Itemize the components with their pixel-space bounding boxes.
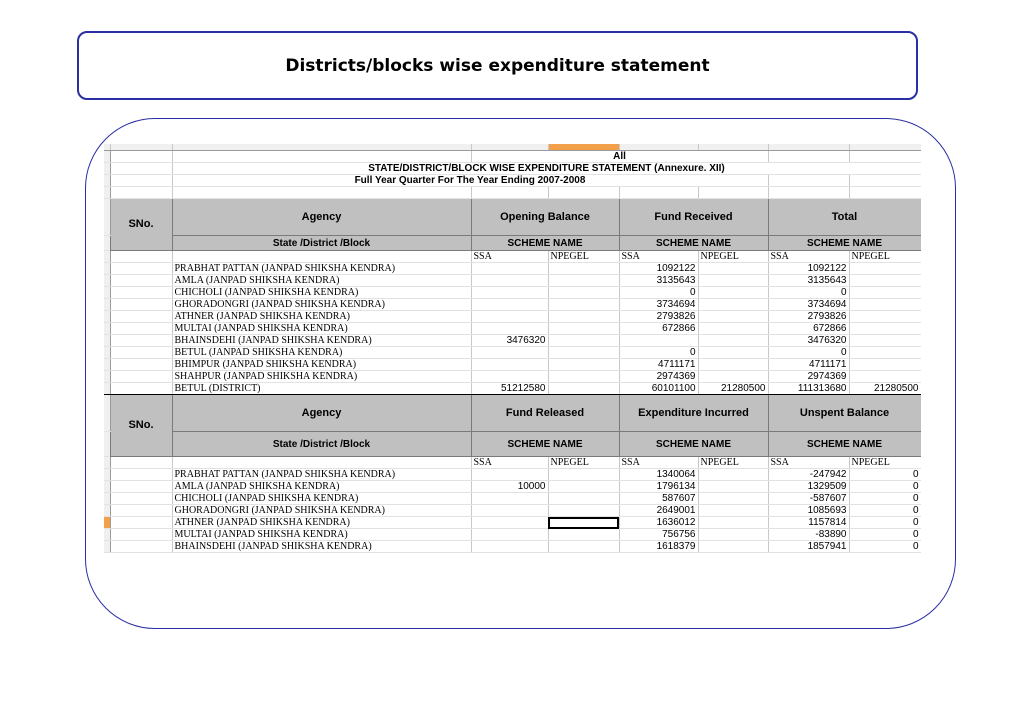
upper-value-cell[interactable] (471, 347, 548, 359)
upper-value-cell[interactable]: 672866 (619, 323, 698, 335)
agency-name-text: AMLA (JANPAD SHIKSHA KENDRA) (174, 481, 340, 492)
expenditure-table (104, 144, 921, 553)
upper-value-cell[interactable] (548, 263, 619, 275)
upper-value-cell[interactable]: 51212580 (471, 383, 548, 395)
row-header[interactable] (104, 432, 110, 457)
lower-subcol-label: NPEGEL (698, 457, 768, 469)
lower-agency-name[interactable] (172, 529, 471, 541)
lower-scheme-header: SCHEME NAME (768, 432, 921, 457)
upper-value-cell[interactable] (619, 335, 698, 347)
slide-title: Districts/blocks wise expenditure statement (285, 55, 710, 76)
lower-value-cell[interactable] (471, 505, 548, 517)
upper-value-cell[interactable]: 672866 (768, 323, 849, 335)
upper-value-cell[interactable] (471, 263, 548, 275)
upper-value-cell[interactable] (548, 323, 619, 335)
agency-name-text: ATHNER (JANPAD SHIKSHA KENDRA) (174, 311, 350, 322)
upper-value-cell[interactable]: 21280500 (698, 383, 768, 395)
agency-name-text: BHAINSDEHI (JANPAD SHIKSHA KENDRA) (174, 541, 372, 552)
upper-value-cell[interactable] (471, 287, 548, 299)
upper-value-cell[interactable]: 4711171 (768, 359, 849, 371)
upper-value-cell[interactable]: 4711171 (619, 359, 698, 371)
upper-value-cell[interactable]: 2974369 (768, 371, 849, 383)
lower-value-cell[interactable]: 0 (849, 505, 921, 517)
upper-value-cell[interactable] (471, 299, 548, 311)
lower-value-cell[interactable] (698, 517, 768, 529)
upper-agency-name[interactable] (172, 323, 471, 335)
lower-sno-header: SNo. (110, 395, 172, 457)
upper-value-cell[interactable] (548, 299, 619, 311)
lower-group-header: Expenditure Incurred (619, 395, 768, 432)
upper-value-cell[interactable] (698, 263, 768, 275)
lower-value-cell[interactable]: 2649001 (619, 505, 698, 517)
upper-value-cell[interactable] (548, 287, 619, 299)
upper-value-cell[interactable] (698, 299, 768, 311)
upper-scheme-header: SCHEME NAME (768, 236, 921, 251)
upper-group-header: Total (768, 199, 921, 236)
upper-value-cell[interactable]: 3734694 (768, 299, 849, 311)
upper-value-cell[interactable]: 2793826 (619, 311, 698, 323)
upper-value-cell[interactable]: 3135643 (768, 275, 849, 287)
upper-agency-name[interactable] (172, 263, 471, 275)
lower-group-header: Fund Released (471, 395, 619, 432)
upper-agency-name[interactable] (172, 311, 471, 323)
upper-value-cell[interactable]: 3476320 (471, 335, 548, 347)
lower-value-cell[interactable]: 10000 (471, 481, 548, 493)
lower-agency-name[interactable] (172, 469, 471, 481)
upper-subcol-label: NPEGEL (698, 251, 768, 263)
lower-subcol-label: SSA (768, 457, 849, 469)
upper-value-cell[interactable] (548, 347, 619, 359)
agency-name-text: MULTAI (JANPAD SHIKSHA KENDRA) (174, 529, 348, 540)
agency-name-text: GHORADONGRI (JANPAD SHIKSHA KENDRA) (174, 299, 385, 310)
upper-value-cell[interactable] (849, 359, 921, 371)
upper-value-cell[interactable] (471, 275, 548, 287)
upper-value-cell[interactable] (548, 311, 619, 323)
agency-name-text: SHAHPUR (JANPAD SHIKSHA KENDRA) (174, 371, 358, 382)
upper-sno-header: SNo. (110, 199, 172, 251)
lower-value-cell[interactable] (698, 469, 768, 481)
upper-value-cell[interactable] (849, 323, 921, 335)
lower-value-cell[interactable] (548, 493, 619, 505)
upper-agency-name[interactable] (172, 383, 471, 395)
lower-group-header: Unspent Balance (768, 395, 921, 432)
upper-value-cell[interactable]: 0 (619, 287, 698, 299)
upper-value-cell[interactable]: 2793826 (768, 311, 849, 323)
agency-name-text: BETUL (DISTRICT) (174, 383, 261, 394)
lower-agency-name[interactable] (172, 541, 471, 553)
spreadsheet-screenshot (104, 144, 921, 592)
lower-agency-name[interactable] (172, 505, 471, 517)
lower-value-cell[interactable] (698, 529, 768, 541)
lower-value-cell[interactable]: -247942 (768, 469, 849, 481)
statement-heading: STATE/DISTRICT/BLOCK WISE EXPENDITURE STATEMENT (Annexure. XII) (172, 163, 921, 175)
lower-scheme-header: SCHEME NAME (619, 432, 768, 457)
upper-value-cell[interactable] (849, 299, 921, 311)
lower-value-cell[interactable]: 1157814 (768, 517, 849, 529)
upper-value-cell[interactable] (698, 371, 768, 383)
upper-group-header: Fund Received (619, 199, 768, 236)
lower-value-cell[interactable]: 1636012 (619, 517, 698, 529)
upper-agency-name[interactable] (172, 371, 471, 383)
upper-agency-header: Agency (172, 199, 471, 236)
lower-value-cell[interactable]: 1618379 (619, 541, 698, 553)
upper-value-cell[interactable]: 0 (768, 287, 849, 299)
upper-value-cell[interactable] (849, 275, 921, 287)
lower-subcol-label: NPEGEL (849, 457, 921, 469)
upper-value-cell[interactable] (548, 335, 619, 347)
upper-value-cell[interactable] (698, 287, 768, 299)
upper-value-cell[interactable] (698, 347, 768, 359)
lower-value-cell[interactable] (548, 517, 619, 529)
statement-subheading: Full Year Quarter For The Year Ending 2007-2008 (172, 175, 768, 187)
upper-subcol-label: SSA (471, 251, 548, 263)
agency-name-text: AMLA (JANPAD SHIKSHA KENDRA) (174, 275, 340, 286)
lower-value-cell[interactable]: -83890 (768, 529, 849, 541)
lower-subcol-label: NPEGEL (548, 457, 619, 469)
lower-subcol-label: SSA (619, 457, 698, 469)
upper-value-cell[interactable]: 21280500 (849, 383, 921, 395)
upper-group-header: Opening Balance (471, 199, 619, 236)
upper-subcol-label: NPEGEL (849, 251, 921, 263)
row-header[interactable] (104, 236, 110, 251)
upper-value-cell[interactable] (471, 323, 548, 335)
lower-value-cell[interactable]: 756756 (619, 529, 698, 541)
lower-value-cell[interactable] (548, 481, 619, 493)
upper-value-cell[interactable] (849, 335, 921, 347)
upper-value-cell[interactable] (849, 347, 921, 359)
lower-value-cell[interactable] (698, 505, 768, 517)
lower-value-cell[interactable] (471, 541, 548, 553)
upper-value-cell[interactable] (849, 371, 921, 383)
upper-agency-name[interactable] (172, 287, 471, 299)
upper-value-cell[interactable]: 111313680 (768, 383, 849, 395)
upper-value-cell[interactable] (698, 311, 768, 323)
agency-name-text: PRABHAT PATTAN (JANPAD SHIKSHA KENDRA) (174, 263, 396, 274)
lower-value-cell[interactable]: 0 (849, 493, 921, 505)
lower-value-cell[interactable] (548, 505, 619, 517)
upper-value-cell[interactable] (849, 311, 921, 323)
upper-scheme-header: SCHEME NAME (471, 236, 619, 251)
upper-subcol-label: SSA (619, 251, 698, 263)
upper-value-cell[interactable]: 60101100 (619, 383, 698, 395)
upper-value-cell[interactable] (698, 323, 768, 335)
lower-value-cell[interactable]: 1329509 (768, 481, 849, 493)
upper-value-cell[interactable] (471, 371, 548, 383)
upper-value-cell[interactable]: 3734694 (619, 299, 698, 311)
lower-value-cell[interactable]: -587607 (768, 493, 849, 505)
lower-subcol-label: SSA (471, 457, 548, 469)
upper-value-cell[interactable]: 3135643 (619, 275, 698, 287)
lower-value-cell[interactable] (471, 469, 548, 481)
upper-value-cell[interactable]: 0 (619, 347, 698, 359)
agency-name-text: ATHNER (JANPAD SHIKSHA KENDRA) (174, 517, 350, 528)
lower-agency-name[interactable] (172, 481, 471, 493)
upper-value-cell[interactable] (698, 335, 768, 347)
lower-value-cell[interactable]: 0 (849, 517, 921, 529)
agency-name-text: BHAINSDEHI (JANPAD SHIKSHA KENDRA) (174, 335, 372, 346)
lower-value-cell[interactable] (698, 493, 768, 505)
slide-title-box (77, 31, 918, 100)
upper-value-cell[interactable] (548, 371, 619, 383)
upper-value-cell[interactable] (849, 263, 921, 275)
lower-value-cell[interactable]: 0 (849, 529, 921, 541)
upper-value-cell[interactable] (548, 275, 619, 287)
upper-agency-name[interactable] (172, 359, 471, 371)
lower-value-cell[interactable] (548, 469, 619, 481)
agency-name-text: CHICHOLI (JANPAD SHIKSHA KENDRA) (174, 493, 359, 504)
upper-value-cell[interactable] (471, 311, 548, 323)
lower-value-cell[interactable] (471, 529, 548, 541)
lower-value-cell[interactable]: 1857941 (768, 541, 849, 553)
lower-agency-header: Agency (172, 395, 471, 432)
upper-subcol-label: NPEGEL (548, 251, 619, 263)
upper-agency-name[interactable] (172, 299, 471, 311)
agency-name-text: BETUL (JANPAD SHIKSHA KENDRA) (174, 347, 343, 358)
upper-value-cell[interactable] (698, 359, 768, 371)
lower-value-cell[interactable]: 1340064 (619, 469, 698, 481)
upper-value-cell[interactable]: 2974369 (619, 371, 698, 383)
lower-agency-name[interactable] (172, 493, 471, 505)
upper-agency-name[interactable] (172, 347, 471, 359)
lower-value-cell[interactable]: 0 (849, 541, 921, 553)
lower-value-cell[interactable] (471, 493, 548, 505)
lower-scheme-header: SCHEME NAME (471, 432, 619, 457)
upper-agency-name[interactable] (172, 275, 471, 287)
lower-value-cell[interactable]: 1085693 (768, 505, 849, 517)
lower-level-header: State /District /Block (172, 432, 471, 457)
upper-subcol-label: SSA (768, 251, 849, 263)
lower-value-cell[interactable]: 0 (849, 481, 921, 493)
upper-agency-name[interactable] (172, 335, 471, 347)
lower-value-cell[interactable] (548, 541, 619, 553)
agency-name-text: MULTAI (JANPAD SHIKSHA KENDRA) (174, 323, 348, 334)
lower-value-cell[interactable] (471, 517, 548, 529)
upper-value-cell[interactable]: 1092122 (619, 263, 698, 275)
lower-value-cell[interactable] (698, 481, 768, 493)
upper-value-cell[interactable] (548, 359, 619, 371)
agency-name-text: BHIMPUR (JANPAD SHIKSHA KENDRA) (174, 359, 357, 370)
upper-value-cell[interactable] (849, 287, 921, 299)
upper-value-cell[interactable]: 0 (768, 347, 849, 359)
upper-value-cell[interactable] (698, 275, 768, 287)
filter-label: All (471, 151, 768, 163)
upper-value-cell[interactable]: 3476320 (768, 335, 849, 347)
lower-value-cell[interactable]: 587607 (619, 493, 698, 505)
agency-name-text: GHORADONGRI (JANPAD SHIKSHA KENDRA) (174, 505, 385, 516)
lower-value-cell[interactable] (698, 541, 768, 553)
upper-level-header: State /District /Block (172, 236, 471, 251)
agency-name-text: CHICHOLI (JANPAD SHIKSHA KENDRA) (174, 287, 359, 298)
upper-value-cell[interactable] (471, 359, 548, 371)
agency-name-text: PRABHAT PATTAN (JANPAD SHIKSHA KENDRA) (174, 469, 396, 480)
upper-scheme-header: SCHEME NAME (619, 236, 768, 251)
lower-value-cell[interactable]: 0 (849, 469, 921, 481)
lower-value-cell[interactable]: 1796134 (619, 481, 698, 493)
lower-agency-name[interactable] (172, 517, 471, 529)
upper-value-cell[interactable] (548, 383, 619, 395)
upper-value-cell[interactable]: 1092122 (768, 263, 849, 275)
lower-value-cell[interactable] (548, 529, 619, 541)
